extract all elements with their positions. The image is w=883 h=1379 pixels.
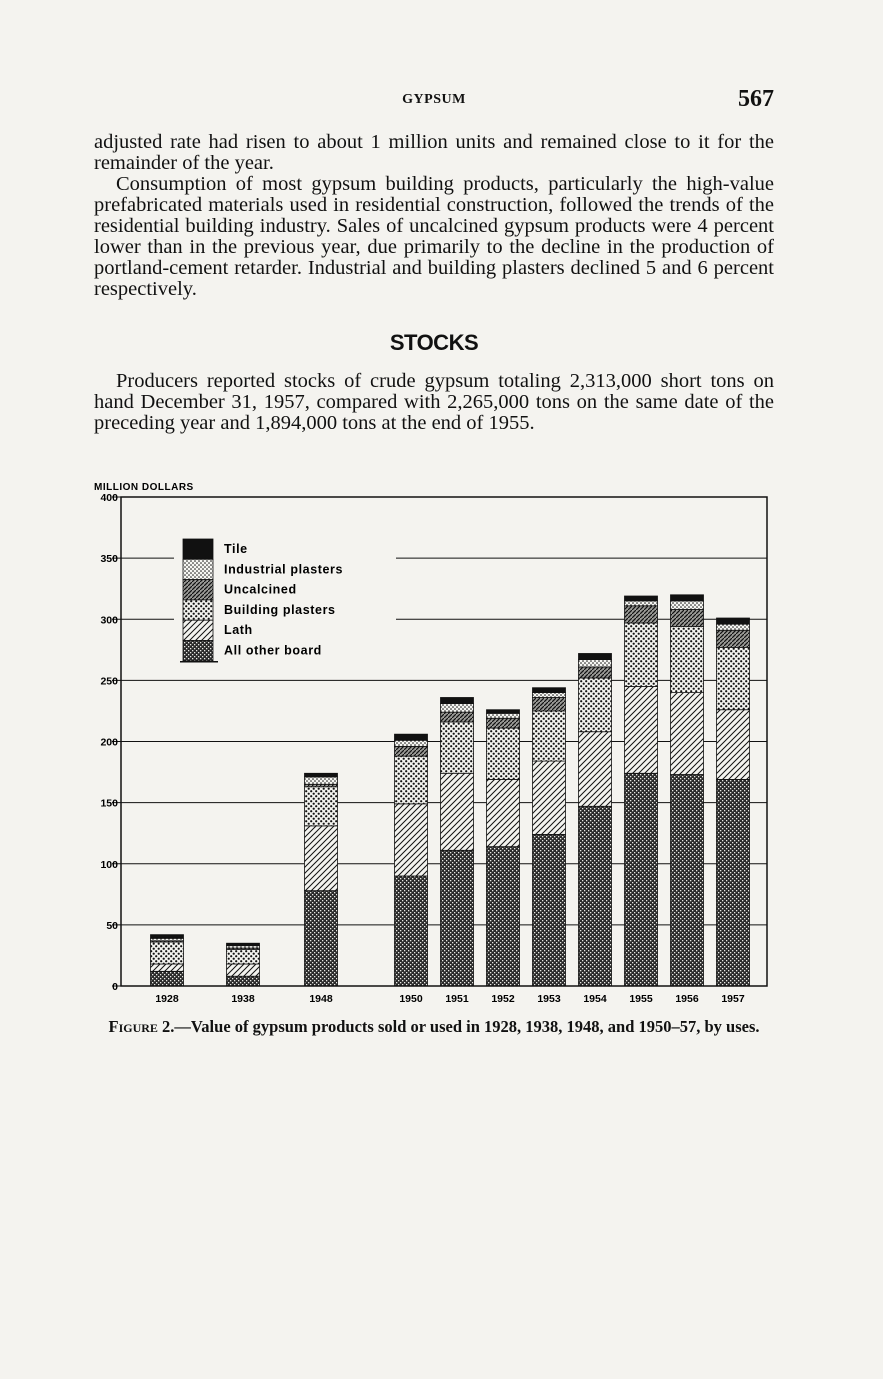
y-tick-label: 250 — [100, 675, 118, 688]
bar-segment-tile — [625, 596, 658, 601]
legend-label-building: Building plasters — [224, 602, 336, 617]
bar-segment-uncalcined — [533, 697, 566, 710]
bar-segment-tile — [671, 595, 704, 601]
bar-segment-lath — [671, 693, 704, 775]
bar-group-1953 — [533, 688, 566, 986]
bar-segment-industrial — [487, 713, 520, 718]
y-tick-label: 200 — [100, 736, 118, 749]
bar-segment-tile — [533, 688, 566, 693]
figure-caption — [94, 1018, 774, 1036]
x-tick-label: 1953 — [537, 993, 561, 1005]
bar-segment-uncalcined — [487, 718, 520, 728]
bar-group-1954 — [579, 653, 612, 986]
bar-segment-building — [533, 711, 566, 761]
body-text — [94, 132, 774, 300]
legend-swatch-building — [183, 600, 213, 620]
x-tick-label: 1956 — [675, 993, 699, 1005]
bar-segment-tile — [395, 734, 428, 740]
bar-segment-tile — [305, 773, 338, 777]
bar-group-1948 — [305, 773, 338, 986]
x-tick-label: 1954 — [583, 993, 607, 1005]
bar-segment-industrial — [717, 624, 750, 630]
bar-group-1928 — [151, 935, 184, 986]
legend-label-lath: Lath — [224, 623, 253, 638]
bar-segment-lath — [441, 773, 474, 850]
y-tick-label: 150 — [100, 797, 118, 810]
bar-segment-board — [717, 779, 750, 986]
bar-group-1955 — [625, 596, 658, 986]
bar-segment-tile — [441, 697, 474, 703]
running-title: GYPSUM — [402, 92, 466, 107]
legend-swatch-industrial — [183, 559, 213, 579]
x-tick-label: 1952 — [491, 993, 515, 1005]
legend-swatch-tile — [183, 539, 213, 559]
y-tick-label: 0 — [112, 981, 118, 993]
x-tick-label: 1928 — [155, 993, 179, 1005]
bar-segment-lath — [717, 710, 750, 780]
bar-segment-board — [441, 850, 474, 986]
bar-segment-tile — [579, 653, 612, 659]
legend-label-board: All other board — [224, 643, 322, 658]
bar-segment-board — [395, 876, 428, 986]
bar-segment-lath — [227, 964, 260, 976]
legend-swatch-uncalcined — [183, 580, 213, 600]
bar-segment-tile — [227, 943, 260, 945]
legend-swatch-board — [183, 641, 213, 661]
section-heading-stocks: STOCKS — [389, 330, 479, 355]
bar-segment-industrial — [671, 601, 704, 610]
bar-segment-building — [151, 942, 184, 964]
y-tick-label: 300 — [100, 614, 118, 627]
bar-segment-board — [625, 773, 658, 986]
x-tick-label: 1950 — [399, 993, 423, 1005]
y-tick-label: 350 — [100, 553, 118, 566]
bar-segment-lath — [395, 804, 428, 876]
bar-group-1957 — [717, 618, 750, 986]
bar-segment-lath — [625, 686, 658, 773]
y-axis-title: MILLION DOLLARS — [94, 482, 194, 493]
figure-label: Figure 2. — [108, 1017, 175, 1036]
bar-segment-uncalcined — [717, 630, 750, 647]
bar-segment-board — [227, 976, 260, 986]
bar-segment-building — [487, 728, 520, 779]
bar-segment-lath — [151, 964, 184, 971]
bar-segment-industrial — [533, 693, 566, 698]
bar-segment-uncalcined — [579, 667, 612, 678]
bar-segment-building — [395, 756, 428, 804]
bar-segment-board — [151, 971, 184, 986]
bar-segment-lath — [487, 779, 520, 846]
bar-segment-tile — [487, 710, 520, 714]
bar-segment-board — [671, 775, 704, 986]
x-tick-label: 1951 — [445, 993, 469, 1005]
bar-segment-board — [579, 806, 612, 986]
bar-segment-building — [305, 787, 338, 826]
paragraph-continued: adjusted rate had risen to about 1 million units and remained close to it for the remainder of the year. — [94, 131, 774, 174]
bar-group-1938 — [227, 943, 260, 986]
bar-segment-lath — [533, 761, 566, 834]
bar-segment-board — [487, 847, 520, 986]
bar-segment-uncalcined — [625, 606, 658, 623]
bar-segment-industrial — [441, 704, 474, 713]
bar-segment-uncalcined — [671, 609, 704, 626]
bar-segment-lath — [305, 826, 338, 891]
bar-segment-board — [305, 891, 338, 986]
bar-segment-tile — [717, 618, 750, 624]
x-tick-label: 1955 — [629, 993, 653, 1005]
y-tick-label: 400 — [100, 492, 118, 504]
bar-segment-uncalcined — [441, 712, 474, 722]
bar-segment-tile — [151, 935, 184, 939]
bar-segment-industrial — [579, 660, 612, 667]
bar-group-1950 — [395, 734, 428, 986]
stacked-bar-chart — [0, 470, 883, 1015]
y-tick-label: 100 — [100, 858, 118, 871]
bar-segment-building — [625, 623, 658, 687]
bar-group-1952 — [487, 710, 520, 986]
bar-group-1951 — [441, 697, 474, 986]
bar-segment-building — [671, 627, 704, 693]
bar-segment-lath — [579, 732, 612, 807]
bar-segment-industrial — [625, 601, 658, 606]
page-number: 567 — [738, 86, 774, 112]
paragraph-stocks: Producers reported stocks of crude gypsum totaling 2,313,000 short tons on hand December 31, 1957, compared with 2,265,000 tons on the same date of the preceding year and 1,894,000 tons at the end of 1955. — [94, 370, 774, 434]
y-tick-label: 50 — [106, 919, 118, 932]
bar-segment-uncalcined — [395, 746, 428, 756]
paragraph-consumption: Consumption of most gypsum building products, particularly the high-value prefabricated materials used in residential construction, followed the trends of the residential building industry. Sales of uncalcined gypsum products were 4 percent lower than in the previous year, due primarily to the decline in the production of portland-cement retarder. Industrial and building plasters declined 5 and 6 percent respectively. — [94, 173, 774, 300]
legend-label-tile: Tile — [224, 542, 248, 556]
legend-swatch-lath — [183, 620, 213, 640]
bar-segment-industrial — [305, 777, 338, 784]
bar-segment-building — [579, 678, 612, 732]
legend-label-uncalcined: Uncalcined — [224, 582, 297, 597]
bar-segment-building — [441, 722, 474, 773]
bar-group-1956 — [671, 595, 704, 986]
bar-segment-board — [533, 834, 566, 986]
legend-label-industrial: Industrial plasters — [224, 562, 344, 577]
bar-segment-building — [227, 949, 260, 964]
running-head — [94, 86, 774, 116]
bar-segment-industrial — [395, 740, 428, 746]
chart-figure — [0, 470, 883, 1015]
x-tick-label: 1948 — [309, 993, 333, 1005]
bar-segment-building — [717, 647, 750, 709]
x-tick-label: 1938 — [231, 993, 255, 1005]
x-tick-label: 1957 — [721, 993, 745, 1005]
caption-text: —Value of gypsum products sold or used in 1928, 1938, 1948, and 1950–57, by uses. — [174, 1017, 760, 1036]
